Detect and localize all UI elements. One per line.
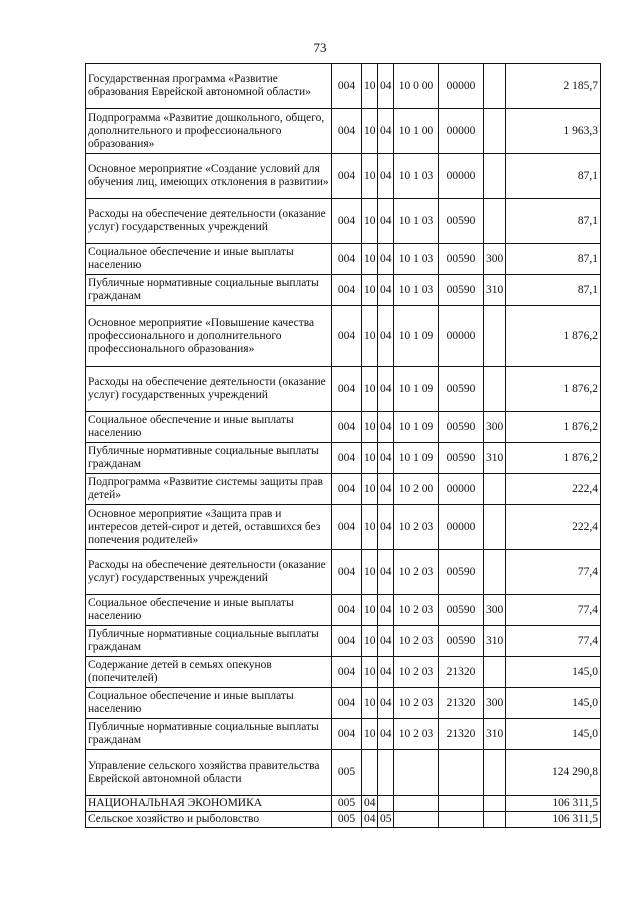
table-cell-program: 10 1 03 bbox=[394, 244, 439, 275]
table-cell-subsection: 04 bbox=[378, 657, 394, 688]
table-cell-name: Государственная программа «Развитие образования Еврейской автономной области» bbox=[86, 64, 332, 109]
table-cell-amount: 106 311,5 bbox=[506, 812, 601, 828]
table-cell-name: Расходы на обеспечение деятельности (оказание услуг) государственных учреждений bbox=[86, 367, 332, 412]
table-cell-program: 10 1 09 bbox=[394, 306, 439, 367]
table-cell-expense-type: 310 bbox=[484, 626, 506, 657]
table-cell-ministry: 004 bbox=[332, 244, 362, 275]
table-row bbox=[86, 199, 601, 244]
table-cell-name: Публичные нормативные социальные выплаты гражданам bbox=[86, 443, 332, 474]
table-cell-ministry: 005 bbox=[332, 796, 362, 812]
table-cell-ministry: 004 bbox=[332, 550, 362, 595]
table-cell-direction: 00590 bbox=[439, 550, 484, 595]
table-cell-section: 10 bbox=[362, 64, 378, 109]
table-cell-direction: 00000 bbox=[439, 474, 484, 505]
table-row bbox=[86, 367, 601, 412]
page-number: 73 bbox=[313, 40, 327, 55]
table-cell-program: 10 1 03 bbox=[394, 199, 439, 244]
table-cell-ministry: 004 bbox=[332, 109, 362, 154]
table-cell-name: Подпрограмма «Развитие дошкольного, общего, дополнительного и профессионального образования» bbox=[86, 109, 332, 154]
table-cell-expense-type: 300 bbox=[484, 244, 506, 275]
table-cell-expense-type: 300 bbox=[484, 595, 506, 626]
table-cell-expense-type: 300 bbox=[484, 412, 506, 443]
table-cell-expense-type bbox=[484, 812, 506, 828]
table-cell-name: Основное мероприятие «Повышение качества профессионального и дополнительного профессионального образования» bbox=[86, 306, 332, 367]
table-cell-section: 10 bbox=[362, 306, 378, 367]
table-cell-direction bbox=[439, 812, 484, 828]
table-cell-subsection: 04 bbox=[378, 412, 394, 443]
table-cell-section: 10 bbox=[362, 505, 378, 550]
table-cell-direction: 21320 bbox=[439, 688, 484, 719]
table-row bbox=[86, 812, 601, 828]
table-cell-direction: 00590 bbox=[439, 412, 484, 443]
table-cell-name: Расходы на обеспечение деятельности (оказание услуг) государственных учреждений bbox=[86, 550, 332, 595]
table-cell-amount: 145,0 bbox=[506, 688, 601, 719]
table-cell-section: 10 bbox=[362, 550, 378, 595]
table-cell-name: Управление сельского хозяйства правительства Еврейской автономной области bbox=[86, 750, 332, 796]
table-cell-amount: 1 876,2 bbox=[506, 306, 601, 367]
table-row bbox=[86, 796, 601, 812]
table-cell-program: 10 1 00 bbox=[394, 109, 439, 154]
table-cell-name: НАЦИОНАЛЬНАЯ ЭКОНОМИКА bbox=[86, 796, 332, 812]
table-cell-subsection bbox=[378, 750, 394, 796]
table-cell-amount: 2 185,7 bbox=[506, 64, 601, 109]
table-cell-section: 10 bbox=[362, 412, 378, 443]
table-cell-section: 10 bbox=[362, 688, 378, 719]
table-cell-subsection: 04 bbox=[378, 306, 394, 367]
table-cell-ministry: 004 bbox=[332, 412, 362, 443]
table-cell-amount: 145,0 bbox=[506, 719, 601, 750]
table-row bbox=[86, 244, 601, 275]
table-cell-ministry: 004 bbox=[332, 275, 362, 306]
table-cell-section: 10 bbox=[362, 657, 378, 688]
table-row bbox=[86, 550, 601, 595]
table-cell-name: Социальное обеспечение и иные выплаты населению bbox=[86, 595, 332, 626]
table-cell-amount: 222,4 bbox=[506, 474, 601, 505]
table-cell-ministry: 004 bbox=[332, 154, 362, 199]
table-cell-ministry: 004 bbox=[332, 199, 362, 244]
table-cell-amount: 87,1 bbox=[506, 244, 601, 275]
table-cell-subsection: 04 bbox=[378, 109, 394, 154]
table-cell-program bbox=[394, 812, 439, 828]
table-cell-section: 10 bbox=[362, 244, 378, 275]
table-row bbox=[86, 688, 601, 719]
table-cell-direction: 00000 bbox=[439, 306, 484, 367]
table-row bbox=[86, 275, 601, 306]
table-cell-name: Сельское хозяйство и рыболовство bbox=[86, 812, 332, 828]
table-cell-direction: 00590 bbox=[439, 443, 484, 474]
table-cell-expense-type: 300 bbox=[484, 688, 506, 719]
table-cell-direction: 00000 bbox=[439, 64, 484, 109]
table-cell-section: 10 bbox=[362, 443, 378, 474]
table-cell-ministry: 005 bbox=[332, 750, 362, 796]
table-cell-name: Публичные нормативные социальные выплаты гражданам bbox=[86, 719, 332, 750]
table-cell-subsection: 05 bbox=[378, 812, 394, 828]
table-cell-program: 10 1 03 bbox=[394, 154, 439, 199]
table-cell-name: Публичные нормативные социальные выплаты гражданам bbox=[86, 275, 332, 306]
table-cell-direction: 00590 bbox=[439, 275, 484, 306]
table-row bbox=[86, 154, 601, 199]
table-cell-ministry: 004 bbox=[332, 657, 362, 688]
table-cell-subsection bbox=[378, 796, 394, 812]
table-cell-ministry: 004 bbox=[332, 474, 362, 505]
table-cell-amount: 106 311,5 bbox=[506, 796, 601, 812]
table-cell-name: Публичные нормативные социальные выплаты гражданам bbox=[86, 626, 332, 657]
table-cell-direction: 00590 bbox=[439, 244, 484, 275]
table-cell-amount: 1 876,2 bbox=[506, 367, 601, 412]
table-cell-amount: 87,1 bbox=[506, 154, 601, 199]
table-cell-name: Социальное обеспечение и иные выплаты населению bbox=[86, 412, 332, 443]
table-cell-program: 10 1 09 bbox=[394, 367, 439, 412]
table-cell-section: 04 bbox=[362, 796, 378, 812]
table-cell-name: Расходы на обеспечение деятельности (оказание услуг) государственных учреждений bbox=[86, 199, 332, 244]
table-cell-program: 10 2 03 bbox=[394, 657, 439, 688]
table-cell-expense-type bbox=[484, 199, 506, 244]
table-cell-ministry: 004 bbox=[332, 367, 362, 412]
table-cell-ministry: 004 bbox=[332, 595, 362, 626]
table-cell-direction bbox=[439, 796, 484, 812]
table-cell-expense-type bbox=[484, 657, 506, 688]
table-cell-name: Подпрограмма «Развитие системы защиты прав детей» bbox=[86, 474, 332, 505]
table-cell-direction: 00590 bbox=[439, 367, 484, 412]
table-cell-section: 10 bbox=[362, 474, 378, 505]
table-row bbox=[86, 719, 601, 750]
table-cell-name: Содержание детей в семьях опекунов (попечителей) bbox=[86, 657, 332, 688]
table-cell-direction: 00000 bbox=[439, 505, 484, 550]
table-cell-amount: 222,4 bbox=[506, 505, 601, 550]
table-cell-program: 10 2 03 bbox=[394, 626, 439, 657]
table-cell-direction: 21320 bbox=[439, 657, 484, 688]
table-cell-section: 10 bbox=[362, 719, 378, 750]
table-cell-direction: 00590 bbox=[439, 626, 484, 657]
table-cell-amount: 87,1 bbox=[506, 199, 601, 244]
table-cell-amount: 87,1 bbox=[506, 275, 601, 306]
table-cell-subsection: 04 bbox=[378, 595, 394, 626]
table-row bbox=[86, 412, 601, 443]
table-cell-program: 10 2 03 bbox=[394, 550, 439, 595]
table-cell-ministry: 004 bbox=[332, 443, 362, 474]
table-cell-amount: 77,4 bbox=[506, 550, 601, 595]
table-cell-section bbox=[362, 750, 378, 796]
budget-table bbox=[85, 63, 601, 828]
table-cell-section: 10 bbox=[362, 154, 378, 199]
table-row bbox=[86, 657, 601, 688]
table-row bbox=[86, 306, 601, 367]
table-row bbox=[86, 595, 601, 626]
table-cell-program: 10 1 09 bbox=[394, 443, 439, 474]
table-cell-ministry: 005 bbox=[332, 812, 362, 828]
table-cell-ministry: 004 bbox=[332, 306, 362, 367]
table-row bbox=[86, 505, 601, 550]
table-cell-expense-type bbox=[484, 796, 506, 812]
table-cell-expense-type bbox=[484, 750, 506, 796]
table-cell-amount: 77,4 bbox=[506, 595, 601, 626]
table-cell-program: 10 0 00 bbox=[394, 64, 439, 109]
table-cell-subsection: 04 bbox=[378, 244, 394, 275]
table-cell-name: Основное мероприятие «Создание условий для обучения лиц, имеющих отклонения в развитии» bbox=[86, 154, 332, 199]
table-cell-subsection: 04 bbox=[378, 688, 394, 719]
table-cell-amount: 77,4 bbox=[506, 626, 601, 657]
table-cell-subsection: 04 bbox=[378, 367, 394, 412]
table-cell-section: 10 bbox=[362, 275, 378, 306]
table-cell-expense-type bbox=[484, 64, 506, 109]
table-row bbox=[86, 109, 601, 154]
table-cell-section: 10 bbox=[362, 109, 378, 154]
table-cell-program: 10 2 03 bbox=[394, 505, 439, 550]
table-cell-subsection: 04 bbox=[378, 64, 394, 109]
table-cell-amount: 145,0 bbox=[506, 657, 601, 688]
table-row bbox=[86, 474, 601, 505]
table-cell-section: 10 bbox=[362, 595, 378, 626]
table-cell-expense-type: 310 bbox=[484, 275, 506, 306]
table-cell-program: 10 1 09 bbox=[394, 412, 439, 443]
table-cell-direction: 00590 bbox=[439, 595, 484, 626]
table-cell-program: 10 2 03 bbox=[394, 595, 439, 626]
table-cell-subsection: 04 bbox=[378, 154, 394, 199]
table-cell-direction: 00000 bbox=[439, 109, 484, 154]
table-row bbox=[86, 443, 601, 474]
table-cell-name: Социальное обеспечение и иные выплаты населению bbox=[86, 244, 332, 275]
table-cell-section: 04 bbox=[362, 812, 378, 828]
table-cell-expense-type bbox=[484, 154, 506, 199]
table-cell-name: Социальное обеспечение и иные выплаты населению bbox=[86, 688, 332, 719]
table-cell-expense-type bbox=[484, 109, 506, 154]
table-cell-program: 10 1 03 bbox=[394, 275, 439, 306]
table-cell-section: 10 bbox=[362, 626, 378, 657]
table-cell-subsection: 04 bbox=[378, 474, 394, 505]
table-cell-direction: 00590 bbox=[439, 199, 484, 244]
table-cell-ministry: 004 bbox=[332, 626, 362, 657]
table-cell-direction: 21320 bbox=[439, 719, 484, 750]
table-cell-subsection: 04 bbox=[378, 550, 394, 595]
table-cell-amount: 1 876,2 bbox=[506, 412, 601, 443]
table-cell-subsection: 04 bbox=[378, 275, 394, 306]
table-cell-section: 10 bbox=[362, 199, 378, 244]
table-cell-subsection: 04 bbox=[378, 199, 394, 244]
table-cell-expense-type: 310 bbox=[484, 719, 506, 750]
table-cell-direction bbox=[439, 750, 484, 796]
table-cell-expense-type: 310 bbox=[484, 443, 506, 474]
table-cell-expense-type bbox=[484, 550, 506, 595]
table-cell-name: Основное мероприятие «Защита прав и интересов детей-сирот и детей, оставшихся без попечения родителей» bbox=[86, 505, 332, 550]
table-cell-section: 10 bbox=[362, 367, 378, 412]
table-cell-program bbox=[394, 750, 439, 796]
table-cell-program: 10 2 03 bbox=[394, 688, 439, 719]
table-cell-expense-type bbox=[484, 474, 506, 505]
table-cell-subsection: 04 bbox=[378, 626, 394, 657]
table-cell-program: 10 2 00 bbox=[394, 474, 439, 505]
table-cell-amount: 1 963,3 bbox=[506, 109, 601, 154]
table-cell-subsection: 04 bbox=[378, 505, 394, 550]
table-cell-expense-type bbox=[484, 367, 506, 412]
table-cell-program: 10 2 03 bbox=[394, 719, 439, 750]
table-cell-subsection: 04 bbox=[378, 443, 394, 474]
table-cell-expense-type bbox=[484, 505, 506, 550]
table-row bbox=[86, 64, 601, 109]
table-cell-amount: 124 290,8 bbox=[506, 750, 601, 796]
table-row bbox=[86, 626, 601, 657]
table-cell-ministry: 004 bbox=[332, 64, 362, 109]
table-cell-ministry: 004 bbox=[332, 688, 362, 719]
table-row bbox=[86, 750, 601, 796]
table-cell-direction: 00000 bbox=[439, 154, 484, 199]
table-body bbox=[86, 64, 601, 828]
table-cell-expense-type bbox=[484, 306, 506, 367]
table-cell-subsection: 04 bbox=[378, 719, 394, 750]
table-cell-ministry: 004 bbox=[332, 505, 362, 550]
table-cell-amount: 1 876,2 bbox=[506, 443, 601, 474]
table-cell-ministry: 004 bbox=[332, 719, 362, 750]
table-cell-program bbox=[394, 796, 439, 812]
